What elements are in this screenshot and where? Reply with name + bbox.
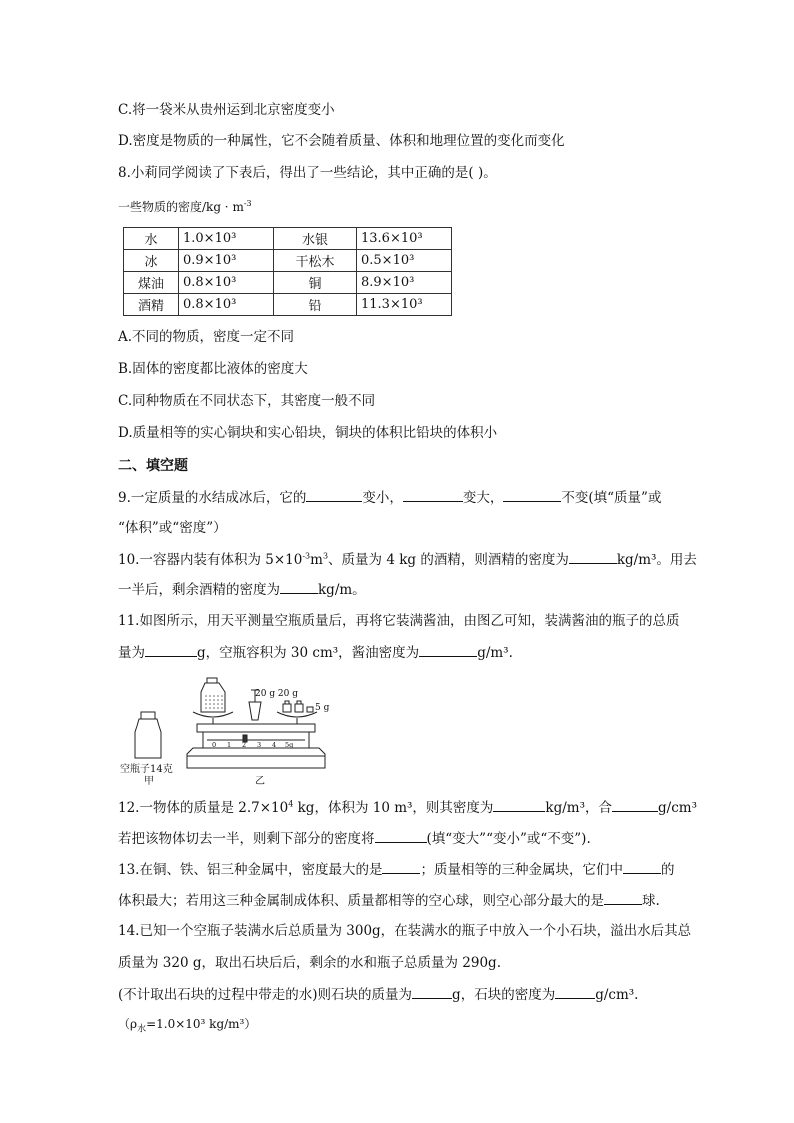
q13-text-3: 的 (660, 862, 675, 878)
scale-tick: 4 (272, 741, 277, 749)
table-cell: 铜 (274, 272, 357, 294)
question-12-line-2 (118, 829, 591, 848)
scale-tick: 2 (242, 741, 247, 749)
q10-sup-2: 3 (322, 551, 329, 561)
answer-blank[interactable] (403, 488, 463, 502)
q14-text-1: (不计取出石块的过程中带走的水)则石块的质量为 (118, 987, 413, 1003)
question-9 (118, 488, 661, 507)
section-heading: 二、填空题 (118, 458, 188, 474)
question-11-line-2 (118, 643, 513, 662)
question-8: 8.小莉同学阅读了下表后，得出了一些结论，其中正确的是( )。 (118, 165, 497, 181)
q11-text-1: 量为 (118, 645, 145, 661)
question-14: 14.已知一个空瓶子装满水后总质量为 300g，在装满水的瓶子中放入一个小石块，溢出水后其总 (118, 923, 692, 939)
question-14-line-4 (118, 1015, 256, 1033)
answer-blank[interactable] (612, 798, 658, 812)
option-d: D.密度是物质的一种属性，它不会随着质量、体积和地理位置的变化而变化 (118, 133, 565, 149)
q10-sup-1: -3 (302, 551, 311, 561)
table-row (124, 250, 452, 272)
q10-text-4: 一半后，剩余酒精的密度为 (118, 582, 280, 598)
scale-tick: 3 (257, 741, 262, 749)
question-11: 11.如图所示，用天平测量空瓶质量后，再将它装满酱油，由图乙可知，装满酱油的瓶子的总质 (118, 613, 680, 629)
table-cell: 8.9×10³ (357, 272, 452, 294)
q12-text-1: 12.一物体的质量是 2.7×10 (118, 800, 289, 816)
q9-text-4: 不变(填“质量”或 (561, 490, 662, 506)
q12-text-5: 若把该物体切去一半，则剩下部分的密度将 (118, 831, 375, 847)
q11-text-2: g，空瓶容积为 30 cm³，酱油密度为 (197, 645, 420, 661)
scale-tick: 1 (227, 741, 232, 749)
table-row (124, 228, 452, 250)
q10-text-1: 10.一容器内装有体积为 5×10 (118, 552, 303, 568)
table-caption-sup: -3 (243, 199, 252, 208)
answer-blank[interactable] (419, 643, 477, 657)
q13-text-1: 13.在铜、铁、铝三种金属中，密度最大的是 (118, 862, 383, 878)
answer-blank[interactable] (555, 985, 595, 999)
table-cell: 煤油 (124, 272, 179, 294)
table-cell: 0.9×10³ (179, 250, 274, 272)
jia-label: 甲 (144, 776, 154, 787)
q8-option-d: D.质量相等的实心铜块和实心铅块，铜块的体积比铅块的体积小 (118, 425, 498, 441)
table-cell: 13.6×10³ (357, 228, 452, 250)
question-9-line-2: “体积”或“密度”） (118, 520, 227, 536)
density-table (123, 227, 452, 316)
q12-sup: 4 (288, 799, 294, 809)
answer-blank[interactable] (604, 891, 642, 905)
q8-option-a: A.不同的物质，密度一定不同 (118, 329, 295, 345)
q12-text-3: kg/m³，合 (545, 800, 613, 816)
table-row (124, 272, 452, 294)
q8-option-c: C.同种物质在不同状态下，其密度一般不同 (118, 393, 376, 409)
table-cell: 水银 (274, 228, 357, 250)
scale-tick: 0 (212, 741, 217, 749)
balance-figure (115, 672, 345, 787)
table-cell: 水 (124, 228, 179, 250)
table-cell: 干松木 (274, 250, 357, 272)
answer-blank[interactable] (375, 829, 427, 843)
question-14-line-2: 质量为 320 g，取出石块后后，剩余的水和瓶子总质量为 290g. (118, 955, 501, 971)
table-caption-text: 一些物质的密度/kg · m (118, 200, 244, 214)
answer-blank[interactable] (569, 550, 617, 564)
question-12 (118, 798, 697, 817)
q12-text-6: (填“变大”“变小”或“不变”). (426, 831, 591, 847)
weights-label: 20 g 20 g (255, 689, 299, 699)
q10-text-5: kg/m。 (318, 582, 366, 598)
table-cell: 冰 (124, 250, 179, 272)
table-cell: 11.3×10³ (357, 294, 452, 316)
table-cell: 铅 (274, 294, 357, 316)
answer-blank[interactable] (493, 798, 545, 812)
question-13 (118, 860, 674, 879)
q12-text-2: kg，体积为 10 m³，则其密度为 (293, 800, 494, 816)
answer-blank[interactable] (280, 580, 318, 594)
answer-blank[interactable] (623, 860, 661, 874)
q14-text-4: （ρ (118, 1017, 138, 1031)
table-caption (118, 198, 252, 215)
q13-text-4: 体积最大；若用这三种金属制成体积、质量都相等的空心球，则空心部分最大的是 (118, 893, 604, 909)
q11-text-3: g/m³. (477, 645, 513, 661)
answer-blank[interactable] (503, 488, 561, 502)
empty-bottle-icon (135, 712, 161, 758)
table-cell: 0.5×10³ (357, 250, 452, 272)
q12-text-4: g/cm³ (658, 800, 697, 816)
question-13-line-2 (118, 891, 660, 910)
question-14-line-3 (118, 985, 638, 1004)
q14-text-2: g，石块的密度为 (452, 987, 556, 1003)
q9-text-3: 变大， (462, 490, 504, 506)
table-row (124, 294, 452, 316)
answer-blank[interactable] (412, 985, 452, 999)
scale-tick: 5g (285, 741, 294, 749)
q13-text-2: ；质量相等的三种金属块，它们中 (420, 862, 623, 878)
answer-blank[interactable] (145, 643, 197, 657)
jia-caption: 空瓶子14克 (120, 764, 173, 775)
question-10 (118, 550, 697, 569)
q14-sub: 水 (137, 1024, 147, 1035)
table-cell: 1.0×10³ (179, 228, 274, 250)
q10-text-3: kg/m³。用去 (616, 552, 697, 568)
table-cell: 0.8×10³ (179, 272, 274, 294)
answer-blank[interactable] (382, 860, 420, 874)
question-10-line-2 (118, 580, 366, 599)
q10-text-1b: m (310, 552, 323, 568)
q8-option-b: B.固体的密度都比液体的密度大 (118, 361, 308, 377)
q10-text-2: 、质量为 4 kg 的酒精，则酒精的密度为 (328, 552, 569, 568)
q9-text-1: 9.一定质量的水结成冰后，它的 (118, 490, 307, 506)
weight-5-label: 5 g (315, 703, 330, 713)
q14-text-5: =1.0×10³ kg/m³） (146, 1017, 257, 1031)
q14-text-3: g/cm³. (595, 987, 639, 1003)
answer-blank[interactable] (306, 488, 362, 502)
yi-label: 乙 (255, 776, 265, 787)
q9-text-2: 变小， (362, 490, 403, 506)
option-c: C.将一袋米从贵州运到北京密度变小 (118, 102, 335, 118)
table-cell: 0.8×10³ (179, 294, 274, 316)
table-cell: 酒精 (124, 294, 179, 316)
q13-text-5: 球. (642, 893, 660, 909)
